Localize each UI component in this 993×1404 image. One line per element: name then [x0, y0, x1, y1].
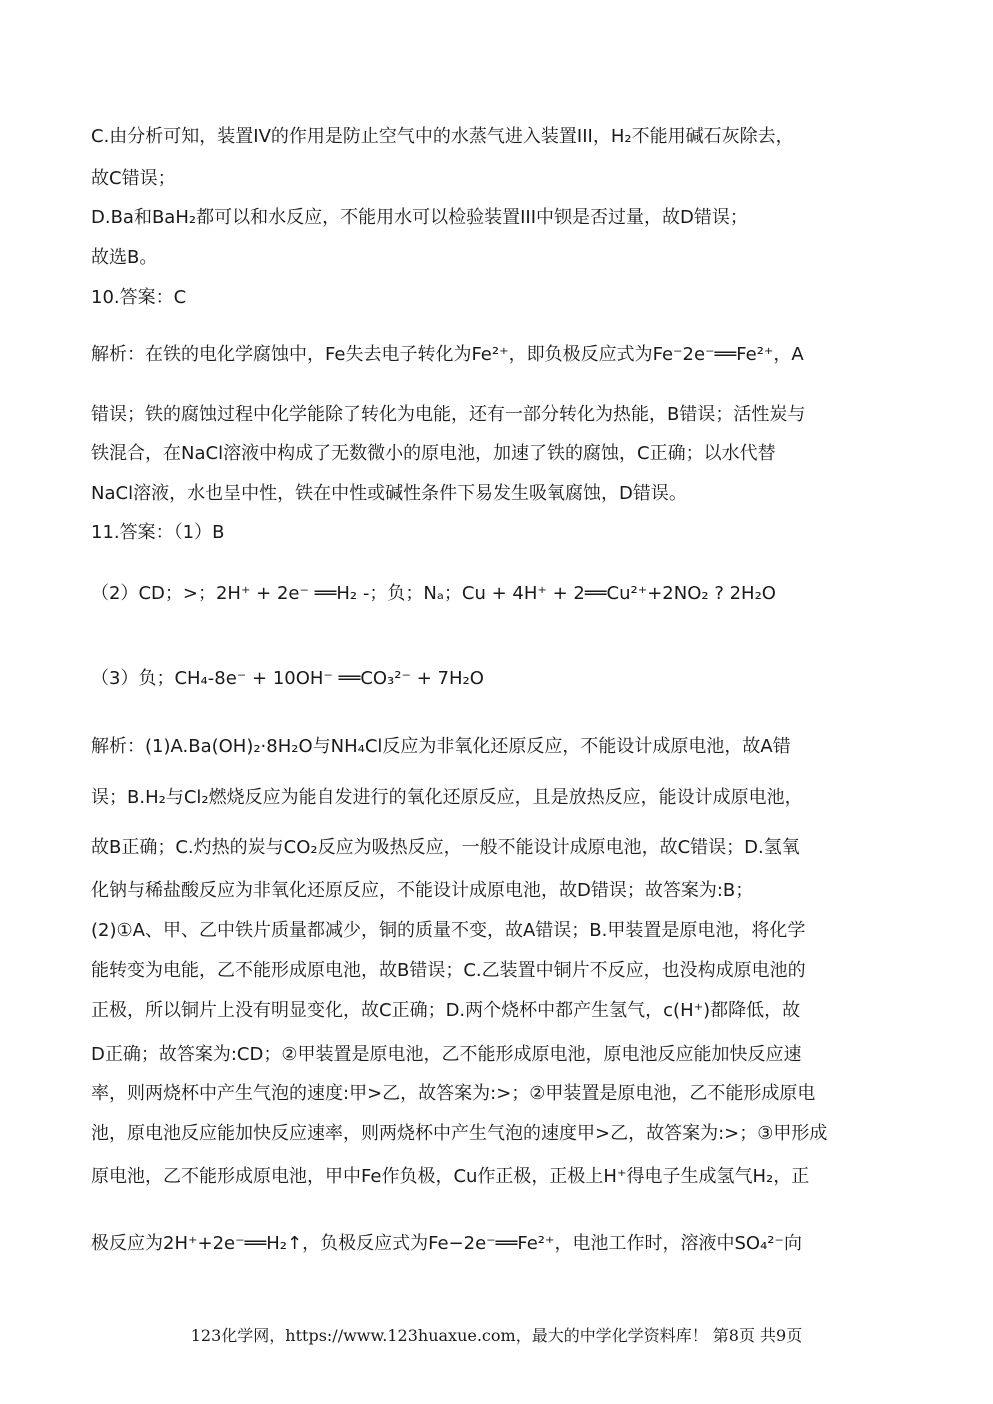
- text-line: 化钠与稀盐酸反应为非氧化还原反应，不能设计成原电池，故D错误；故答案为:B；: [91, 880, 754, 901]
- text-line: (2)①A、甲、乙中铁片质量都减少，铜的质量不变，故A错误；B.甲装置是原电池，将化学: [91, 920, 806, 941]
- text-line: 误；B.H₂与Cl₂燃烧反应为能自发进行的氧化还原反应，且是放热反应，能设计成原电池，: [91, 787, 803, 808]
- text-line: NaCl溶液，水也呈中性，铁在中性或碱性条件下易发生吸氧腐蚀，D错误。: [91, 483, 687, 504]
- text-line: 能转变为电能，乙不能形成原电池，故B错误；C.乙装置中铜片不反应，也没构成原电池的: [91, 960, 806, 981]
- text-line: 池，原电池反应能加快反应速率，则两烧杯中产生气泡的速度甲>乙，故答案为:>；③甲形成: [91, 1123, 828, 1144]
- text-line: 率，则两烧杯中产生气泡的速度:甲>乙，故答案为:>；②甲装置是原电池，乙不能形成原电: [91, 1083, 816, 1104]
- text-line: D.Ba和BaH₂都可以和水反应，不能用水可以检验装置III中钡是否过量，故D错误；: [91, 207, 748, 228]
- answer-heading: 11.答案：（1）B: [91, 522, 225, 543]
- text-line: 正极，所以铜片上没有明显变化，故C正确；D.两个烧杯中都产生氢气，c(H⁺)都降低，故: [91, 1000, 801, 1021]
- text-line: 铁混合，在NaCl溶液中构成了无数微小的原电池，加速了铁的腐蚀，C正确；以水代替: [91, 443, 776, 464]
- text-line: 故B正确；C.灼热的炭与CO₂反应为吸热反应，一般不能设计成原电池，故C错误；D.氢氧: [91, 837, 800, 858]
- answer-line: （3）负；CH₄-8e⁻ + 10OH⁻ ══CO₃²⁻ + 7H₂O: [91, 668, 484, 689]
- text-line: 极反应为2H⁺+2e⁻══H₂↑，负极反应式为Fe−2e⁻══Fe²⁺，电池工作时，溶液中SO₄²⁻向: [91, 1233, 803, 1254]
- text-line: 错误；铁的腐蚀过程中化学能除了转化为电能，还有一部分转化为热能，B错误；活性炭与: [91, 404, 806, 425]
- text-line: 解析：(1)A.Ba(OH)₂·8H₂O与NH₄Cl反应为非氧化还原反应，不能设计成原电池，故A错: [91, 736, 791, 757]
- page-footer: 123化学网，https://www.123huaxue.com，最大的中学化学资料库！ 第8页 共9页: [190, 1326, 803, 1345]
- text-line: C.由分析可知，装置IV的作用是防止空气中的水蒸气进入装置III，H₂不能用碱石灰除去，: [91, 126, 794, 147]
- answer-heading: 10.答案：C: [91, 287, 187, 308]
- answer-line: （2）CD；>；2H⁺ + 2e⁻ ══H₂ -；负；Nₐ；Cu + 4H⁺ + 2══Cu²⁺+2NO₂ ? 2H₂O: [91, 583, 776, 604]
- text-line: 原电池，乙不能形成原电池，甲中Fe作负极，Cu作正极，正极上H⁺得电子生成氢气H₂，正: [91, 1166, 810, 1187]
- text-line: D正确；故答案为:CD；②甲装置是原电池，乙不能形成原电池，原电池反应能加快反应速: [91, 1044, 802, 1065]
- text-line: 解析：在铁的电化学腐蚀中，Fe失去电子转化为Fe²⁺，即负极反应式为Fe⁻2e⁻══Fe²⁺，A: [91, 344, 804, 365]
- text-line: 故C错误；: [91, 168, 176, 189]
- text-line: 故选B。: [91, 247, 158, 268]
